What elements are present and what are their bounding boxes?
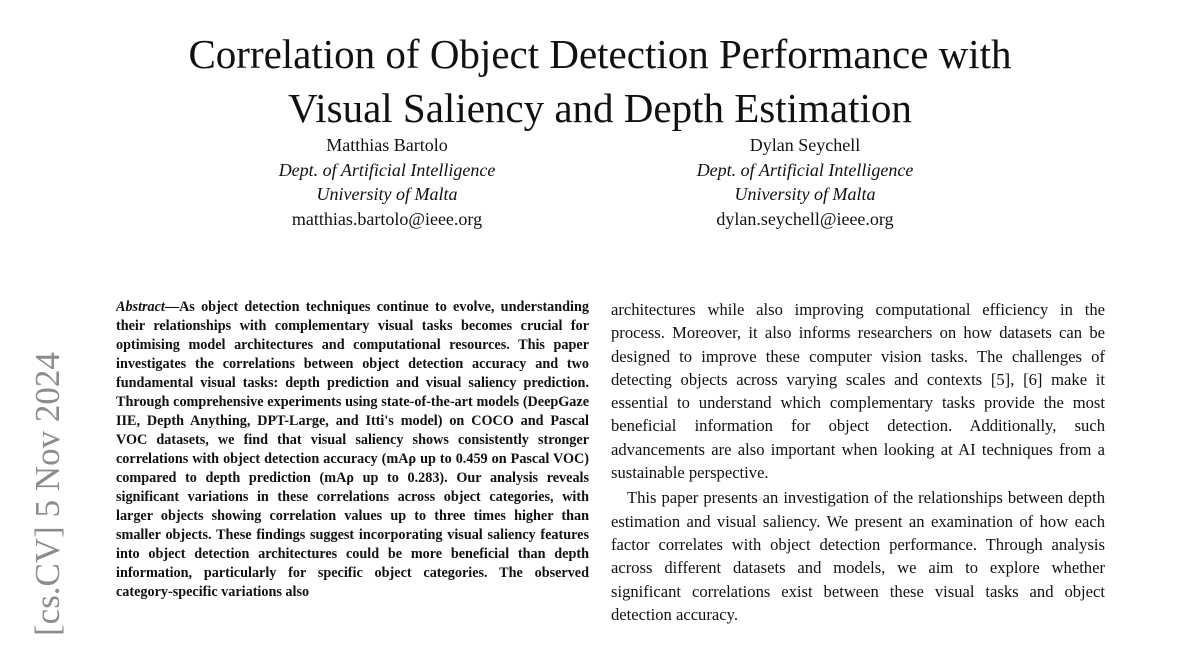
paper-title: [0, 27, 1200, 135]
introduction-column: [611, 298, 1105, 648]
author-block-seychell: [645, 133, 965, 231]
author-university: University of Malta: [316, 184, 458, 204]
paper-title-line-2: Visual Saliency and Depth Estimation: [288, 85, 912, 132]
abstract-dash: —: [164, 299, 180, 315]
abstract-text: As object detection techniques continue to evolve, understanding their relationships with complementary visual tasks becomes crucial for optimising model architectures and computational resources. This paper investigates the correlations between object detection accuracy and two fundamental visual tasks: depth prediction and visual saliency prediction. Through comprehensive experiments using state-of-the-art models (DeepGaze IIE, Depth Anything, DPT-Large, and Itti's model) on COCO and Pascal VOC datasets, we find that visual saliency shows consistently stronger correlations with object detection accuracy (mAρ up to 0.459 on Pascal VOC) compared to depth prediction (mAρ up to 0.283). Our analysis reveals significant variations in these correlations across object categories, with larger objects showing correlation values up to three times higher than smaller objects. These findings suggest incorporating visual saliency features into object detection architectures could be more beneficial than depth information, particularly for specific object categories. The observed category-specific variations also: [116, 299, 589, 600]
body-paragraph-2: This paper presents an investigation of the relationships between depth estimation and visual saliency. We present an examination of how each factor correlates with object detection performance. Through analysis across different datasets and models, we aim to explore whether significant correlations exist between these visual tasks and object detection accuracy.: [611, 488, 1105, 624]
author-name: Dylan Seychell: [749, 135, 861, 155]
author-name: Matthias Bartolo: [326, 135, 448, 155]
abstract-section: [116, 298, 589, 648]
author-department: Dept. of Artificial Intelligence: [696, 159, 914, 180]
paper-title-line-1: Correlation of Object Detection Performance with: [188, 31, 1012, 78]
author-department: Dept. of Artificial Intelligence: [278, 159, 496, 180]
author-email: matthias.bartolo@ieee.org: [291, 208, 483, 229]
author-email: dylan.seychell@ieee.org: [716, 208, 894, 229]
body-paragraph-1: architectures while also improving computational efficiency in the process. Moreover, it also informs researchers on how datasets can be designed to improve these computer vision tasks. The challenges of detecting objects across varying scales and contexts [5], [6] make it essential to understand which complementary tasks provide the most beneficial information for object detection. Additionally, such advancements are also important when looking at AI techniques from a sustainable perspective.: [611, 300, 1105, 483]
author-block-bartolo: [227, 133, 547, 231]
author-university: University of Malta: [734, 184, 876, 204]
arxiv-side-stamp: [cs.CV] 5 Nov 2024: [28, 352, 67, 636]
abstract-label: Abstract: [116, 299, 165, 315]
